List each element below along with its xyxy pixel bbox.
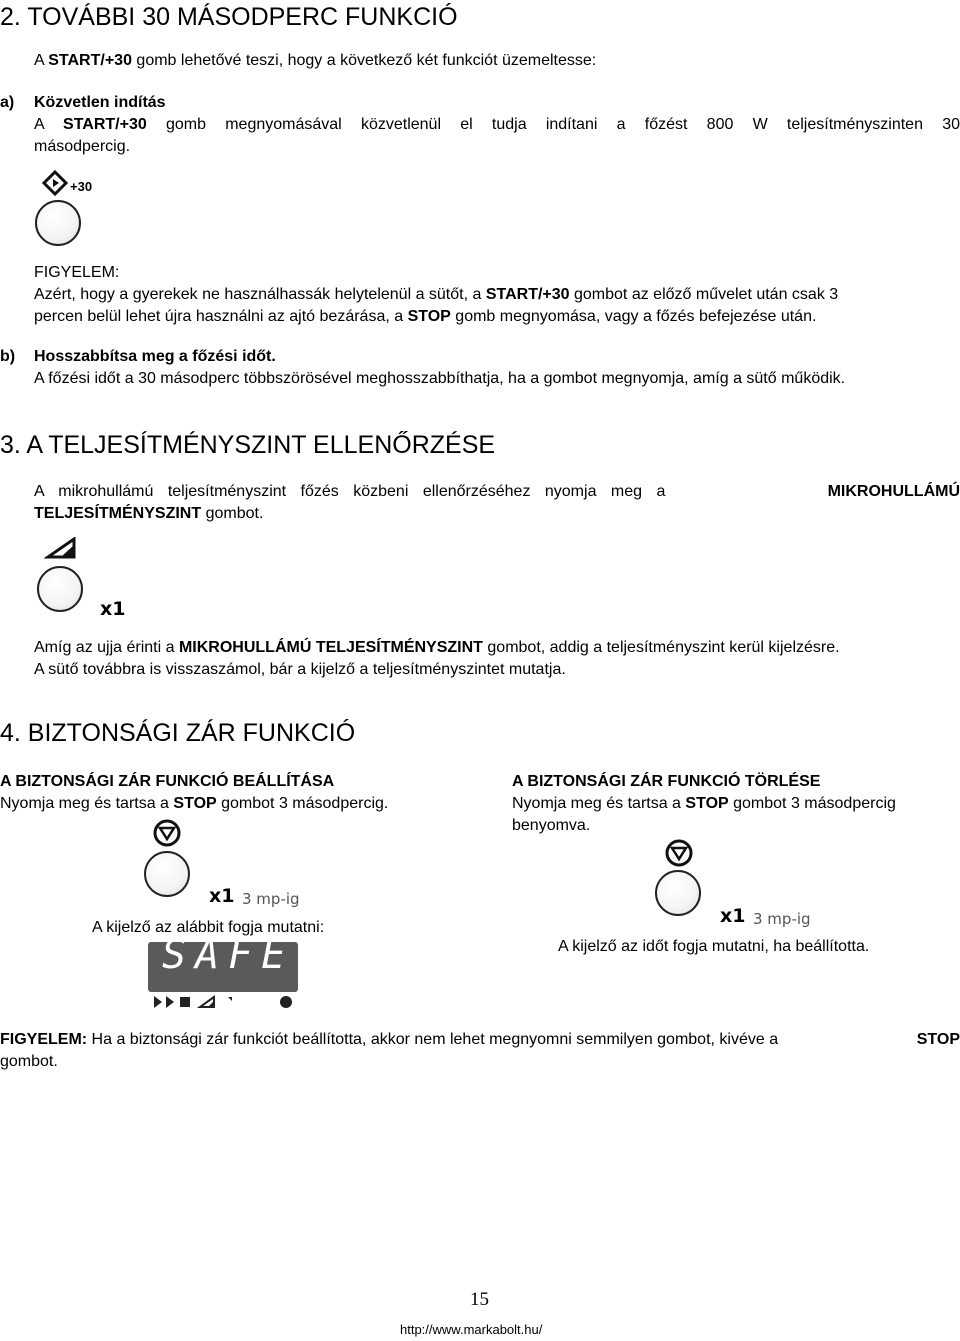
stop-icon (152, 818, 182, 848)
safe-display-text: SAFE (162, 932, 295, 978)
s2-b-label: b) (0, 348, 16, 365)
plus30-label: +30 (70, 179, 93, 194)
lock-clear-title: A BIZTONSÁGI ZÁR FUNKCIÓ TÖRLÉSE (512, 773, 821, 790)
s2-b-text: A főzési időt a 30 másodperc többszörösével meghosszabbíthatja, ha a gombot megnyomja, amíg a sütő működik. (34, 370, 846, 387)
start-plus30-button[interactable] (35, 200, 81, 246)
lock-clear-x1: x1 (720, 905, 746, 927)
page-number: 15 (470, 1289, 489, 1310)
power-level-button[interactable] (37, 566, 83, 612)
display-indicator-icons (150, 994, 296, 1010)
lock-clear-text-line2: benyomva. (512, 817, 591, 834)
s4-warning-line2: gombot. (0, 1053, 58, 1070)
s2-b-title: Hosszabbítsa meg a főzési időt. (34, 348, 276, 365)
lock-set-text: Nyomja meg és tartsa a STOP gombot 3 másodpercig. (0, 795, 389, 812)
s2-a-text-line1: A START/+30 gomb megnyomásával közvetlenül el tudja indítani a főzést 800 W teljesítményszinten 30 (34, 116, 960, 133)
s2-a-text-line2: másodpercig. (34, 138, 131, 155)
lock-clear-caption: A kijelző az időt fogja mutatni, ha beállította. (558, 938, 870, 955)
s2-a-title: Közvetlen indítás (34, 94, 166, 111)
stop-button-clear[interactable] (655, 870, 701, 916)
s3-para-line2: A sütő továbbra is visszaszámol, bár a kijelző a teljesítményszintet mutatja. (34, 661, 566, 678)
footer-url[interactable]: http://www.markabolt.hu/ (400, 1322, 543, 1337)
lock-set-x1: x1 (209, 885, 235, 907)
s2-intro: A START/+30 gomb lehetővé teszi, hogy a következő két funkciót üzemeltesse: (34, 52, 597, 69)
s3-text-line2: TELJESÍTMÉNYSZINT gombot. (34, 505, 264, 522)
power-level-icon (44, 537, 76, 561)
section-4-title: 4. BIZTONSÁGI ZÁR FUNKCIÓ (0, 719, 356, 747)
lock-clear-duration: 3 mp-ig (753, 910, 811, 928)
press-count-x1: x1 (100, 598, 126, 620)
lock-clear-text-line1: Nyomja meg és tartsa a STOP gombot 3 másodpercig (512, 795, 896, 812)
s2-a-label: a) (0, 94, 15, 111)
lock-display-caption: A kijelző az alábbit fogja mutatni: (92, 919, 325, 936)
section-2-title: 2. TOVÁBBI 30 MÁSODPERC FUNKCIÓ (0, 3, 458, 31)
s2-warning-line2: percen belül lehet újra használni az ajtó bezárása, a STOP gomb megnyomása, vagy a főzés befejezése után. (34, 308, 817, 325)
lock-set-duration: 3 mp-ig (242, 890, 300, 908)
lock-set-title: A BIZTONSÁGI ZÁR FUNKCIÓ BEÁLLÍTÁSA (0, 773, 335, 790)
s4-warning-line1: FIGYELEM: Ha a biztonsági zár funkciót beállította, akkor nem lehet megnyomni semmilyen gombot, kivéve a STOP (0, 1031, 960, 1048)
start-plus30-icon (42, 170, 102, 200)
s2-warning-title: FIGYELEM: (34, 264, 120, 281)
stop-button[interactable] (144, 851, 190, 897)
stop-icon-clear (664, 838, 694, 868)
section-3-title: 3. A TELJESÍTMÉNYSZINT ELLENŐRZÉSE (0, 431, 496, 459)
s2-warning-line1: Azért, hogy a gyerekek ne használhassák helytelenül a sütőt, a START/+30 gombot az előző művelet után csak 3 (34, 286, 839, 303)
s3-text-line1: A mikrohullámú teljesítményszint főzés közbeni ellenőrzéséhez nyomja meg a MIKROHULLÁMÚ (34, 483, 960, 500)
s3-para-line1: Amíg az ujja érinti a MIKROHULLÁMÚ TELJESÍTMÉNYSZINT gombot, addig a teljesítményszint kerül kijelzésre. (34, 639, 840, 656)
safe-display (148, 932, 298, 992)
